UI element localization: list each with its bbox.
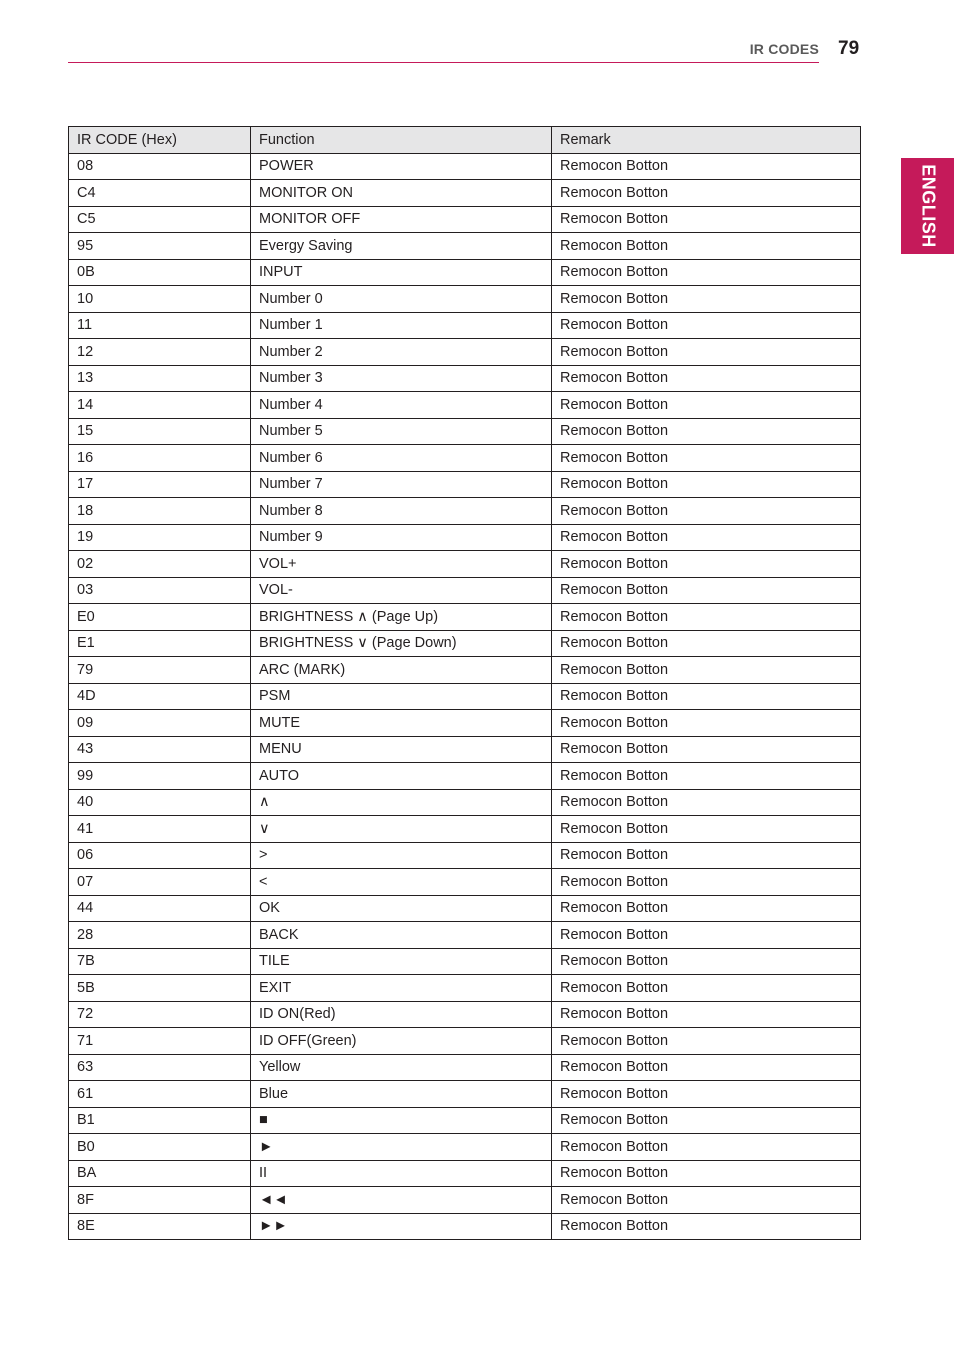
remark-cell: Remocon Botton <box>552 551 861 578</box>
ir-code-cell: 16 <box>69 445 251 472</box>
table-row <box>69 551 861 578</box>
remark-cell: Remocon Botton <box>552 206 861 233</box>
remark-cell: Remocon Botton <box>552 1081 861 1108</box>
remark-cell: Remocon Botton <box>552 1054 861 1081</box>
ir-code-cell: 09 <box>69 710 251 737</box>
ir-code-cell: E0 <box>69 604 251 631</box>
table-row <box>69 392 861 419</box>
ir-code-cell: 79 <box>69 657 251 684</box>
column-header-function: Function <box>251 127 552 154</box>
section-title: IR CODES <box>749 41 819 57</box>
remark-cell: Remocon Botton <box>552 577 861 604</box>
function-cell: Number 7 <box>251 471 552 498</box>
function-cell: PSM <box>251 683 552 710</box>
remark-cell: Remocon Botton <box>552 365 861 392</box>
remark-cell: Remocon Botton <box>552 657 861 684</box>
table-row <box>69 259 861 286</box>
table-row <box>69 233 861 260</box>
ir-code-cell: 13 <box>69 365 251 392</box>
table-row <box>69 180 861 207</box>
table-row <box>69 657 861 684</box>
function-cell: ID ON(Red) <box>251 1001 552 1028</box>
ir-code-cell: 10 <box>69 286 251 313</box>
function-cell: Number 2 <box>251 339 552 366</box>
function-cell: TILE <box>251 948 552 975</box>
ir-code-cell: 7B <box>69 948 251 975</box>
ir-code-cell: 06 <box>69 842 251 869</box>
remark-cell: Remocon Botton <box>552 180 861 207</box>
remark-cell: Remocon Botton <box>552 869 861 896</box>
ir-code-cell: 19 <box>69 524 251 551</box>
function-cell: > <box>251 842 552 869</box>
ir-code-cell: 41 <box>69 816 251 843</box>
function-cell: BRIGHTNESS ∧ (Page Up) <box>251 604 552 631</box>
remark-cell: Remocon Botton <box>552 683 861 710</box>
ir-code-cell: 8F <box>69 1187 251 1214</box>
ir-code-cell: C5 <box>69 206 251 233</box>
table-row <box>69 577 861 604</box>
remark-cell: Remocon Botton <box>552 1107 861 1134</box>
ir-code-cell: 28 <box>69 922 251 949</box>
remark-cell: Remocon Botton <box>552 975 861 1002</box>
ir-code-cell: 17 <box>69 471 251 498</box>
table-row <box>69 153 861 180</box>
ir-code-cell: 07 <box>69 869 251 896</box>
table-row <box>69 630 861 657</box>
function-cell: MENU <box>251 736 552 763</box>
remark-cell: Remocon Botton <box>552 604 861 631</box>
table-row <box>69 975 861 1002</box>
table-row <box>69 1028 861 1055</box>
ir-codes-table <box>68 126 861 1240</box>
table-row <box>69 604 861 631</box>
function-cell: ARC (MARK) <box>251 657 552 684</box>
table-row <box>69 736 861 763</box>
function-cell: BACK <box>251 922 552 949</box>
remark-cell: Remocon Botton <box>552 286 861 313</box>
ir-code-cell: 99 <box>69 763 251 790</box>
remark-cell: Remocon Botton <box>552 498 861 525</box>
function-cell: ID OFF(Green) <box>251 1028 552 1055</box>
table-row <box>69 1054 861 1081</box>
function-cell: Number 5 <box>251 418 552 445</box>
ir-code-cell: 61 <box>69 1081 251 1108</box>
remark-cell: Remocon Botton <box>552 842 861 869</box>
remark-cell: Remocon Botton <box>552 418 861 445</box>
table-row <box>69 895 861 922</box>
ir-code-cell: B1 <box>69 1107 251 1134</box>
ir-code-cell: 63 <box>69 1054 251 1081</box>
remark-cell: Remocon Botton <box>552 948 861 975</box>
remark-cell: Remocon Botton <box>552 339 861 366</box>
function-cell: < <box>251 869 552 896</box>
remark-cell: Remocon Botton <box>552 922 861 949</box>
ir-code-cell: 08 <box>69 153 251 180</box>
remark-cell: Remocon Botton <box>552 524 861 551</box>
table-row <box>69 471 861 498</box>
function-cell: Blue <box>251 1081 552 1108</box>
remark-cell: Remocon Botton <box>552 1187 861 1214</box>
ir-code-cell: 5B <box>69 975 251 1002</box>
ir-code-cell: 8E <box>69 1213 251 1240</box>
function-cell: ∨ <box>251 816 552 843</box>
table-row <box>69 842 861 869</box>
table-row <box>69 1134 861 1161</box>
table-row <box>69 948 861 975</box>
remark-cell: Remocon Botton <box>552 895 861 922</box>
remark-cell: Remocon Botton <box>552 1213 861 1240</box>
table-row <box>69 1213 861 1240</box>
table-header-row <box>69 127 861 154</box>
remark-cell: Remocon Botton <box>552 1134 861 1161</box>
table-body <box>69 153 861 1240</box>
remark-cell: Remocon Botton <box>552 471 861 498</box>
ir-code-cell: 11 <box>69 312 251 339</box>
remark-cell: Remocon Botton <box>552 1001 861 1028</box>
table-row <box>69 206 861 233</box>
function-cell: ◄◄ <box>251 1187 552 1214</box>
remark-cell: Remocon Botton <box>552 233 861 260</box>
function-cell: BRIGHTNESS ∨ (Page Down) <box>251 630 552 657</box>
ir-code-cell: B0 <box>69 1134 251 1161</box>
function-cell: Evergy Saving <box>251 233 552 260</box>
ir-code-cell: BA <box>69 1160 251 1187</box>
remark-cell: Remocon Botton <box>552 763 861 790</box>
ir-code-cell: E1 <box>69 630 251 657</box>
function-cell: ∧ <box>251 789 552 816</box>
function-cell: II <box>251 1160 552 1187</box>
table-row <box>69 365 861 392</box>
header-divider <box>68 62 819 63</box>
table-row <box>69 1001 861 1028</box>
ir-code-cell: 02 <box>69 551 251 578</box>
function-cell: Number 4 <box>251 392 552 419</box>
ir-code-cell: 14 <box>69 392 251 419</box>
ir-code-cell: 72 <box>69 1001 251 1028</box>
function-cell: Number 1 <box>251 312 552 339</box>
ir-code-cell: 4D <box>69 683 251 710</box>
table-row <box>69 1107 861 1134</box>
remark-cell: Remocon Botton <box>552 153 861 180</box>
table-row <box>69 789 861 816</box>
function-cell: VOL+ <box>251 551 552 578</box>
remark-cell: Remocon Botton <box>552 1160 861 1187</box>
table-row <box>69 710 861 737</box>
remark-cell: Remocon Botton <box>552 445 861 472</box>
table-row <box>69 339 861 366</box>
function-cell: AUTO <box>251 763 552 790</box>
function-cell: Number 6 <box>251 445 552 472</box>
remark-cell: Remocon Botton <box>552 630 861 657</box>
remark-cell: Remocon Botton <box>552 789 861 816</box>
ir-code-cell: 15 <box>69 418 251 445</box>
language-tab-label: ENGLISH <box>918 164 938 248</box>
function-cell: MONITOR ON <box>251 180 552 207</box>
ir-code-cell: 03 <box>69 577 251 604</box>
remark-cell: Remocon Botton <box>552 259 861 286</box>
function-cell: Number 0 <box>251 286 552 313</box>
ir-code-cell: 12 <box>69 339 251 366</box>
table-row <box>69 418 861 445</box>
ir-code-cell: 18 <box>69 498 251 525</box>
ir-code-cell: 0B <box>69 259 251 286</box>
function-cell: Yellow <box>251 1054 552 1081</box>
ir-code-cell: C4 <box>69 180 251 207</box>
function-cell: INPUT <box>251 259 552 286</box>
remark-cell: Remocon Botton <box>552 1028 861 1055</box>
table-row <box>69 445 861 472</box>
remark-cell: Remocon Botton <box>552 816 861 843</box>
table-row <box>69 763 861 790</box>
table-row <box>69 524 861 551</box>
column-header-ir-code: IR CODE (Hex) <box>69 127 251 154</box>
function-cell: OK <box>251 895 552 922</box>
remark-cell: Remocon Botton <box>552 312 861 339</box>
table-row <box>69 869 861 896</box>
function-cell: POWER <box>251 153 552 180</box>
function-cell: MUTE <box>251 710 552 737</box>
function-cell: MONITOR OFF <box>251 206 552 233</box>
function-cell: Number 9 <box>251 524 552 551</box>
column-header-remark: Remark <box>552 127 861 154</box>
table-row <box>69 1187 861 1214</box>
table-row <box>69 498 861 525</box>
ir-code-cell: 95 <box>69 233 251 260</box>
function-cell: Number 8 <box>251 498 552 525</box>
table-row <box>69 922 861 949</box>
table-row <box>69 312 861 339</box>
ir-code-cell: 43 <box>69 736 251 763</box>
function-cell: ►► <box>251 1213 552 1240</box>
function-cell: Number 3 <box>251 365 552 392</box>
table-row <box>69 1081 861 1108</box>
ir-code-cell: 71 <box>69 1028 251 1055</box>
function-cell: ■ <box>251 1107 552 1134</box>
remark-cell: Remocon Botton <box>552 736 861 763</box>
table-row <box>69 286 861 313</box>
remark-cell: Remocon Botton <box>552 710 861 737</box>
page-number: 79 <box>838 38 860 59</box>
table-row <box>69 683 861 710</box>
function-cell: VOL- <box>251 577 552 604</box>
ir-code-cell: 44 <box>69 895 251 922</box>
table-row <box>69 816 861 843</box>
function-cell: EXIT <box>251 975 552 1002</box>
table-row <box>69 1160 861 1187</box>
language-tab <box>901 158 954 254</box>
remark-cell: Remocon Botton <box>552 392 861 419</box>
ir-code-cell: 40 <box>69 789 251 816</box>
function-cell: ► <box>251 1134 552 1161</box>
